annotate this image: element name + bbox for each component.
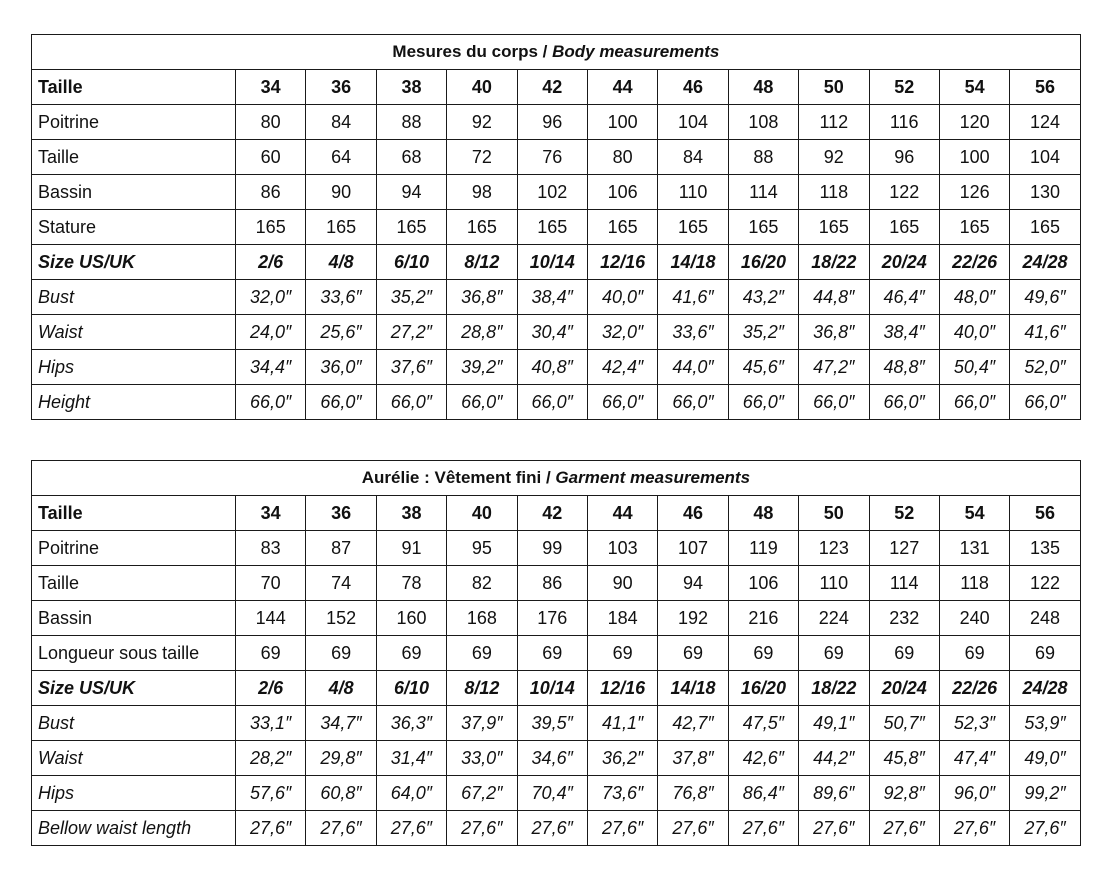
table-cell: 95 (447, 531, 517, 566)
table-row (32, 741, 1081, 776)
table-cell: 102 (517, 175, 587, 210)
table-cell: 50 (799, 70, 869, 105)
table-cell: 76,8″ (658, 776, 728, 811)
table-cell: 22/26 (939, 245, 1009, 280)
table-cell: 69 (306, 636, 376, 671)
table-cell: 88 (728, 140, 798, 175)
table-cell: 35,2″ (376, 280, 446, 315)
table-cell: 33,0″ (447, 741, 517, 776)
table-cell: 98 (447, 175, 517, 210)
table-cell: 69 (236, 636, 306, 671)
table-cell: 36 (306, 70, 376, 105)
table-cell: 44 (587, 70, 657, 105)
table-cell: 4/8 (306, 245, 376, 280)
table-cell: 27,6″ (236, 811, 306, 846)
table-cell: 104 (1010, 140, 1080, 175)
table-cell: 34,6″ (517, 741, 587, 776)
table-cell: 78 (376, 566, 446, 601)
table-cell: 112 (799, 105, 869, 140)
table-cell: 27,6″ (447, 811, 517, 846)
table-cell: 33,6″ (658, 315, 728, 350)
table-cell: 90 (587, 566, 657, 601)
table-cell: 28,2″ (236, 741, 306, 776)
table-cell: 34 (236, 496, 306, 531)
table-cell: 40,8″ (517, 350, 587, 385)
table-cell: 66,0″ (799, 385, 869, 420)
table-cell: 47,4″ (939, 741, 1009, 776)
table-cell: 54 (939, 70, 1009, 105)
table-cell: 114 (728, 175, 798, 210)
table-cell: 49,1″ (799, 706, 869, 741)
table-cell: 14/18 (658, 245, 728, 280)
table-cell: 66,0″ (306, 385, 376, 420)
table-cell: 83 (236, 531, 306, 566)
table-row (32, 385, 1081, 420)
garment-measurements-table (31, 460, 1081, 846)
table-cell: 152 (306, 601, 376, 636)
table-cell: 46 (658, 496, 728, 531)
table-cell: 89,6″ (799, 776, 869, 811)
table-cell: 27,6″ (376, 811, 446, 846)
row-label: Waist (32, 741, 236, 776)
table-cell: 16/20 (728, 671, 798, 706)
table-cell: 110 (658, 175, 728, 210)
table-cell: 165 (939, 210, 1009, 245)
table-title-row (32, 461, 1081, 496)
table-cell: 66,0″ (587, 385, 657, 420)
table-cell: 96 (869, 140, 939, 175)
table-cell: 10/14 (517, 245, 587, 280)
table-cell: 34,7″ (306, 706, 376, 741)
table-cell: 32,0″ (236, 280, 306, 315)
table-cell: 94 (658, 566, 728, 601)
table-cell: 14/18 (658, 671, 728, 706)
row-label: Taille (32, 140, 236, 175)
table-cell: 165 (587, 210, 657, 245)
table-cell: 36 (306, 496, 376, 531)
table-cell: 34 (236, 70, 306, 105)
size-header-row (32, 70, 1081, 105)
table-cell: 41,1″ (587, 706, 657, 741)
table-cell: 8/12 (447, 245, 517, 280)
table-cell: 20/24 (869, 671, 939, 706)
table-cell: 87 (306, 531, 376, 566)
table-cell: 69 (587, 636, 657, 671)
table-cell: 73,6″ (587, 776, 657, 811)
table-title (32, 461, 1081, 496)
table-cell: 44,0″ (658, 350, 728, 385)
table-cell: 29,8″ (306, 741, 376, 776)
table-cell: 30,4″ (517, 315, 587, 350)
table-cell: 56 (1010, 70, 1080, 105)
table-cell: 70 (236, 566, 306, 601)
table-cell: 6/10 (376, 245, 446, 280)
table-title-fr: Aurélie : Vêtement fini / (361, 468, 556, 487)
table-row (32, 315, 1081, 350)
row-label: Longueur sous taille (32, 636, 236, 671)
table-cell: 22/26 (939, 671, 1009, 706)
table-cell: 165 (1010, 210, 1080, 245)
table-cell: 24/28 (1010, 671, 1081, 706)
table-cell: 168 (447, 601, 517, 636)
row-label: Hips (32, 776, 236, 811)
table-cell: 42,7″ (658, 706, 728, 741)
table-cell: 160 (376, 601, 446, 636)
row-label: Taille (32, 70, 236, 105)
table-row (32, 175, 1081, 210)
table-cell: 165 (376, 210, 446, 245)
table-cell: 64,0″ (376, 776, 446, 811)
table-cell: 106 (587, 175, 657, 210)
table-cell: 68 (376, 140, 446, 175)
table-cell: 99 (517, 531, 587, 566)
table-cell: 165 (869, 210, 939, 245)
table-cell: 25,6″ (306, 315, 376, 350)
table-cell: 69 (658, 636, 728, 671)
table-cell: 184 (587, 601, 657, 636)
table-title (32, 35, 1081, 70)
table-cell: 69 (799, 636, 869, 671)
table-cell: 8/12 (447, 671, 517, 706)
table-cell: 66,0″ (517, 385, 587, 420)
row-label: Bassin (32, 175, 236, 210)
table-row (32, 636, 1081, 671)
table-cell: 66,0″ (376, 385, 446, 420)
table-cell: 69 (447, 636, 517, 671)
table-cell: 38 (376, 70, 446, 105)
table-cell: 66,0″ (869, 385, 939, 420)
table-cell: 165 (728, 210, 798, 245)
table-cell: 27,6″ (517, 811, 587, 846)
table-cell: 60 (236, 140, 306, 175)
table-cell: 44,2″ (799, 741, 869, 776)
table-cell: 72 (447, 140, 517, 175)
table-cell: 27,6″ (306, 811, 376, 846)
table-cell: 99,2″ (1010, 776, 1081, 811)
table-cell: 28,8″ (447, 315, 517, 350)
row-label: Taille (32, 496, 236, 531)
table-cell: 10/14 (517, 671, 587, 706)
table-cell: 39,2″ (447, 350, 517, 385)
table-cell: 42 (517, 70, 587, 105)
us-size-header-row (32, 671, 1081, 706)
table-row (32, 601, 1081, 636)
table-title-row (32, 35, 1081, 70)
table-cell: 104 (658, 105, 728, 140)
table-cell: 36,0″ (306, 350, 376, 385)
table-row (32, 776, 1081, 811)
table-cell: 82 (447, 566, 517, 601)
table-cell: 60,8″ (306, 776, 376, 811)
table-row (32, 105, 1081, 140)
table-cell: 124 (1010, 105, 1080, 140)
table-cell: 127 (869, 531, 939, 566)
size-header-row (32, 496, 1081, 531)
table-cell: 2/6 (236, 245, 306, 280)
table-cell: 165 (658, 210, 728, 245)
table-cell: 66,0″ (728, 385, 798, 420)
table-cell: 123 (799, 531, 869, 566)
row-label: Bust (32, 706, 236, 741)
table-cell: 50 (799, 496, 869, 531)
table-cell: 45,6″ (728, 350, 798, 385)
table-cell: 2/6 (236, 671, 306, 706)
table-cell: 94 (376, 175, 446, 210)
table-cell: 74 (306, 566, 376, 601)
table-cell: 100 (587, 105, 657, 140)
table-cell: 52 (869, 70, 939, 105)
table-cell: 92 (447, 105, 517, 140)
table-row (32, 350, 1081, 385)
table-cell: 46 (658, 70, 728, 105)
table-cell: 70,4″ (517, 776, 587, 811)
table-cell: 96,0″ (939, 776, 1009, 811)
table-cell: 27,6″ (728, 811, 798, 846)
table-cell: 66,0″ (939, 385, 1009, 420)
table-cell: 119 (728, 531, 798, 566)
table-cell: 41,6″ (658, 280, 728, 315)
table-cell: 92 (799, 140, 869, 175)
table-cell: 69 (939, 636, 1009, 671)
table-cell: 44,8″ (799, 280, 869, 315)
table-cell: 122 (1010, 566, 1081, 601)
table-cell: 47,5″ (728, 706, 798, 741)
table-row (32, 280, 1081, 315)
table-cell: 216 (728, 601, 798, 636)
table-cell: 84 (306, 105, 376, 140)
us-size-header-row (32, 245, 1081, 280)
table-cell: 66,0″ (658, 385, 728, 420)
table-cell: 131 (939, 531, 1009, 566)
table-cell: 41,6″ (1010, 315, 1080, 350)
table-cell: 50,7″ (869, 706, 939, 741)
table-cell: 42 (517, 496, 587, 531)
row-label: Size US/UK (32, 671, 236, 706)
table-cell: 118 (799, 175, 869, 210)
table-cell: 4/8 (306, 671, 376, 706)
table-cell: 27,6″ (587, 811, 657, 846)
table-cell: 86 (236, 175, 306, 210)
table-cell: 54 (939, 496, 1009, 531)
table-cell: 67,2″ (447, 776, 517, 811)
table-cell: 118 (939, 566, 1009, 601)
table-cell: 92,8″ (869, 776, 939, 811)
table-row (32, 811, 1081, 846)
table-cell: 135 (1010, 531, 1081, 566)
table-cell: 69 (376, 636, 446, 671)
table-cell: 37,6″ (376, 350, 446, 385)
table-cell: 53,9″ (1010, 706, 1081, 741)
row-label: Height (32, 385, 236, 420)
table-cell: 116 (869, 105, 939, 140)
table-cell: 6/10 (376, 671, 446, 706)
table-cell: 36,2″ (587, 741, 657, 776)
table-cell: 43,2″ (728, 280, 798, 315)
table-cell: 33,6″ (306, 280, 376, 315)
table-cell: 144 (236, 601, 306, 636)
table-cell: 106 (728, 566, 798, 601)
table-cell: 90 (306, 175, 376, 210)
table-cell: 45,8″ (869, 741, 939, 776)
table-row (32, 566, 1081, 601)
table-cell: 64 (306, 140, 376, 175)
table-cell: 42,6″ (728, 741, 798, 776)
table-cell: 165 (447, 210, 517, 245)
table-cell: 248 (1010, 601, 1081, 636)
table-cell: 32,0″ (587, 315, 657, 350)
row-label: Hips (32, 350, 236, 385)
table-cell: 27,2″ (376, 315, 446, 350)
table-cell: 38,4″ (869, 315, 939, 350)
table-cell: 16/20 (728, 245, 798, 280)
table-cell: 57,6″ (236, 776, 306, 811)
table-cell: 18/22 (799, 671, 869, 706)
table-cell: 66,0″ (447, 385, 517, 420)
table-cell: 76 (517, 140, 587, 175)
table-cell: 48,8″ (869, 350, 939, 385)
table-cell: 80 (236, 105, 306, 140)
table-cell: 56 (1010, 496, 1081, 531)
table-title-en: Body measurements (552, 42, 720, 61)
row-label: Waist (32, 315, 236, 350)
row-label: Stature (32, 210, 236, 245)
table-row (32, 706, 1081, 741)
table-cell: 40,0″ (939, 315, 1009, 350)
table-cell: 33,1″ (236, 706, 306, 741)
row-label: Poitrine (32, 105, 236, 140)
table-cell: 86 (517, 566, 587, 601)
row-label: Size US/UK (32, 245, 236, 280)
table-title-fr: Mesures du corps / (392, 42, 553, 61)
table-cell: 48 (728, 496, 798, 531)
table-cell: 40 (447, 496, 517, 531)
table-cell: 69 (1010, 636, 1081, 671)
table-cell: 52,0″ (1010, 350, 1080, 385)
table-cell: 165 (799, 210, 869, 245)
table-cell: 47,2″ (799, 350, 869, 385)
table-cell: 80 (587, 140, 657, 175)
table-cell: 18/22 (799, 245, 869, 280)
table-cell: 37,8″ (658, 741, 728, 776)
table-cell: 24/28 (1010, 245, 1080, 280)
table-cell: 52,3″ (939, 706, 1009, 741)
table-cell: 69 (869, 636, 939, 671)
table-cell: 69 (517, 636, 587, 671)
table-cell: 39,5″ (517, 706, 587, 741)
table-row (32, 140, 1081, 175)
table-cell: 110 (799, 566, 869, 601)
table-cell: 165 (306, 210, 376, 245)
table-cell: 114 (869, 566, 939, 601)
table-cell: 122 (869, 175, 939, 210)
table-cell: 108 (728, 105, 798, 140)
table-cell: 36,8″ (447, 280, 517, 315)
table-cell: 27,6″ (658, 811, 728, 846)
table-cell: 52 (869, 496, 939, 531)
table-cell: 88 (376, 105, 446, 140)
table-cell: 44 (587, 496, 657, 531)
table-cell: 46,4″ (869, 280, 939, 315)
table-cell: 100 (939, 140, 1009, 175)
table-cell: 192 (658, 601, 728, 636)
table-cell: 37,9″ (447, 706, 517, 741)
table-cell: 165 (236, 210, 306, 245)
table-cell: 35,2″ (728, 315, 798, 350)
table-cell: 84 (658, 140, 728, 175)
table-cell: 27,6″ (799, 811, 869, 846)
table-cell: 31,4″ (376, 741, 446, 776)
table-cell: 176 (517, 601, 587, 636)
table-cell: 38 (376, 496, 446, 531)
table-cell: 27,6″ (939, 811, 1009, 846)
row-label: Bust (32, 280, 236, 315)
table-cell: 48,0″ (939, 280, 1009, 315)
table-cell: 42,4″ (587, 350, 657, 385)
row-label: Poitrine (32, 531, 236, 566)
table-cell: 96 (517, 105, 587, 140)
body-measurements-table (31, 34, 1081, 420)
row-label: Bellow waist length (32, 811, 236, 846)
table-title-en: Garment measurements (555, 468, 751, 487)
table-cell: 86,4″ (728, 776, 798, 811)
table-cell: 27,6″ (869, 811, 939, 846)
table-cell: 34,4″ (236, 350, 306, 385)
table-cell: 103 (587, 531, 657, 566)
table-cell: 20/24 (869, 245, 939, 280)
table-cell: 12/16 (587, 245, 657, 280)
table-cell: 107 (658, 531, 728, 566)
table-cell: 40,0″ (587, 280, 657, 315)
table-cell: 91 (376, 531, 446, 566)
table-cell: 40 (447, 70, 517, 105)
table-cell: 66,0″ (1010, 385, 1080, 420)
table-cell: 38,4″ (517, 280, 587, 315)
table-cell: 48 (728, 70, 798, 105)
row-label: Taille (32, 566, 236, 601)
table-cell: 50,4″ (939, 350, 1009, 385)
table-cell: 165 (517, 210, 587, 245)
table-row (32, 531, 1081, 566)
table-cell: 240 (939, 601, 1009, 636)
table-cell: 69 (728, 636, 798, 671)
row-label: Bassin (32, 601, 236, 636)
table-cell: 36,3″ (376, 706, 446, 741)
table-cell: 126 (939, 175, 1009, 210)
table-cell: 66,0″ (236, 385, 306, 420)
table-cell: 130 (1010, 175, 1080, 210)
table-row (32, 210, 1081, 245)
table-cell: 120 (939, 105, 1009, 140)
table-cell: 232 (869, 601, 939, 636)
table-cell: 24,0″ (236, 315, 306, 350)
table-cell: 27,6″ (1010, 811, 1081, 846)
table-cell: 224 (799, 601, 869, 636)
table-cell: 36,8″ (799, 315, 869, 350)
table-cell: 49,0″ (1010, 741, 1081, 776)
table-cell: 12/16 (587, 671, 657, 706)
table-cell: 49,6″ (1010, 280, 1080, 315)
